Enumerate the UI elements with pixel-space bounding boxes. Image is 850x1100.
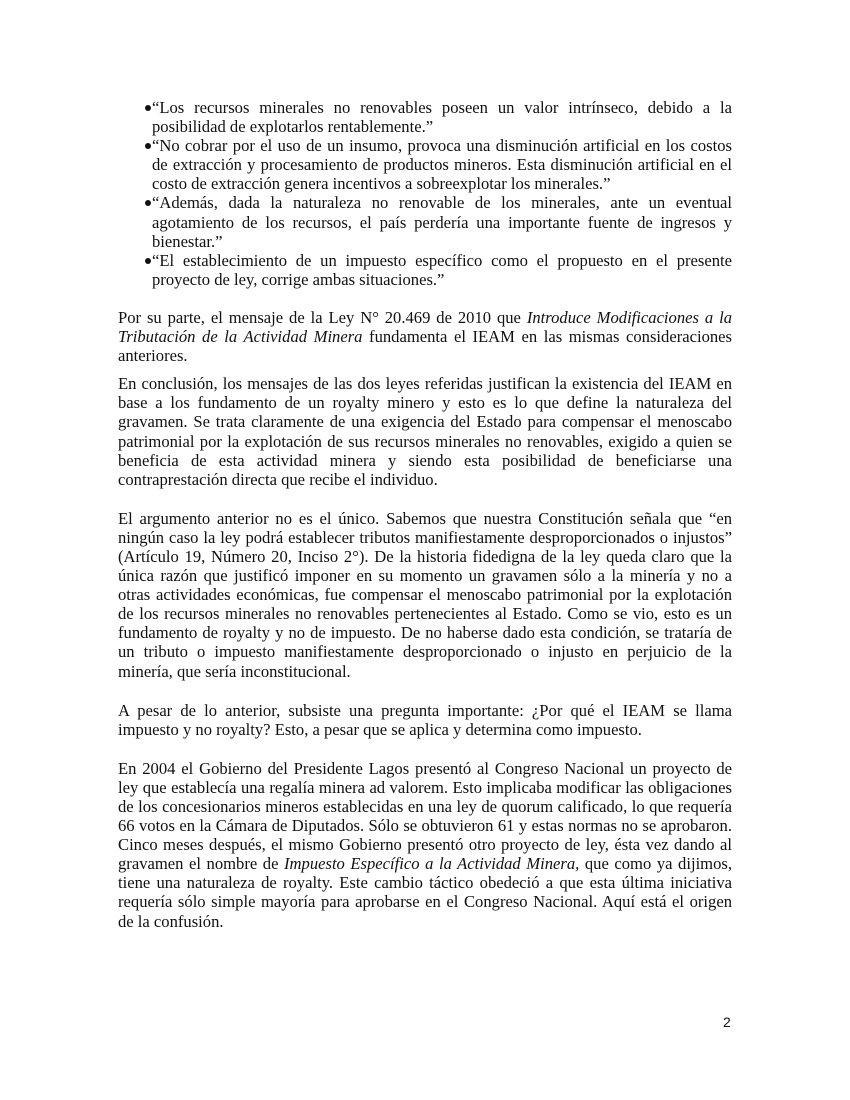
bullet-text: “No cobrar por el uso de un insumo, provoca una disminución artificial en los costos de extracción y procesamiento de productos mineros. Esta disminución artificial en el costo de extracción genera incentivos a sobreexplotar los minerales.” xyxy=(152,136,732,194)
bullet-item xyxy=(118,251,732,289)
paragraph-conclusion: En conclusión, los mensajes de las dos leyes referidas justifican la existencia del IEAM en base a los fundamento de un royalty minero y esto es lo que define la naturaleza del gravamen. Se trata claramente de una exigencia del Estado para compensar el menoscabo patrimonial por la explotación de sus recursos minerales no renovables, exigido a quien se beneficia de esta actividad minera y siendo esta posibilidad de beneficiarse una contraprestación directa que recibe el individuo. xyxy=(118,374,732,489)
bullet-text: “Los recursos minerales no renovables poseen un valor intrínseco, debido a la posibilidad de explotarlos rentablemente.” xyxy=(152,98,732,137)
bullet-dot-icon xyxy=(145,200,151,206)
paragraph-text: que como ya dijimos, tiene una naturaleza de royalty. Este cambio táctico obedeció a que esta última iniciativa requería sólo simple mayoría para aprobarse en el Congreso Nacional. Aquí está el origen de la confusión. xyxy=(118,854,732,931)
paragraph-constitution-argument: El argumento anterior no es el único. Sabemos que nuestra Constitución señala que “en ningún caso la ley podrá establecer tributos manifiestamente desproporcionados o injustos” (Artículo 19, Número 20, Inciso 2°). De la historia fidedigna de la ley queda claro que la única razón que justificó imponer en su momento un gravamen sólo a la minería y no a otras actividades económicas, fue compensar el menoscabo patrimonial por la explotación de los recursos minerales no renovables pertenecientes al Estado. Como se vio, esto es un fundamento de royalty y no de impuesto. De no haberse dado esta condición, se trataría de un tributo o impuesto manifiestamente desproporcionado o injusto en perjuicio de la minería, que sería inconstitucional. xyxy=(118,508,732,681)
paragraph-text: Por su parte, el mensaje de la Ley N° 20.469 de 2010 que xyxy=(118,307,527,327)
bullet-item xyxy=(118,98,732,136)
bullet-item xyxy=(118,136,732,193)
bullet-text: “El establecimiento de un impuesto específico como el propuesto en el presente proyecto de ley, corrige ambas situaciones.” xyxy=(152,250,732,289)
bullet-dot-icon xyxy=(145,258,151,264)
page-number: 2 xyxy=(723,1014,731,1030)
paragraph-law-20469 xyxy=(118,308,732,365)
tax-name-italic: Impuesto Específico a la Actividad Minera, xyxy=(284,854,580,874)
document-page xyxy=(118,98,732,931)
bullet-text: “Además, dada la naturaleza no renovable de los minerales, ante un eventual agotamiento de los recursos, el país perdería una importante fuente de ingresos y bienestar.” xyxy=(152,193,732,251)
paragraph-question: A pesar de lo anterior, subsiste una pregunta importante: ¿Por qué el IEAM se llama impuesto y no royalty? Esto, a pesar que se aplica y determina como impuesto. xyxy=(118,700,732,739)
paragraph-text: En 2004 el Gobierno del Presidente Lagos presentó al Congreso Nacional un proyecto de ley que establecía una regalía minera ad valorem. Esto implicaba modificar las obligaciones de los concesionarios mineros establecidas en una ley de quorum calificado, lo que requería 66 votos en la Cámara de Diputados. Sólo se obtuvieron 61 y estas normas no se aprobaron. Cinco meses después, el mismo Gobierno presentó otro proyecto de ley, ésta vez dando al gravamen el nombre de xyxy=(118,758,732,874)
law-title-italic: Introduce Modificaciones a la Tributación de la Actividad Minera xyxy=(118,307,732,347)
paragraph-text: fundamenta el IEAM en las mismas consideraciones anteriores. xyxy=(118,327,732,366)
bullet-item xyxy=(118,193,732,250)
bullet-dot-icon xyxy=(145,143,151,149)
quoted-bullet-list xyxy=(118,98,732,289)
paragraph-history-2004 xyxy=(118,759,732,931)
bullet-dot-icon xyxy=(145,105,151,111)
